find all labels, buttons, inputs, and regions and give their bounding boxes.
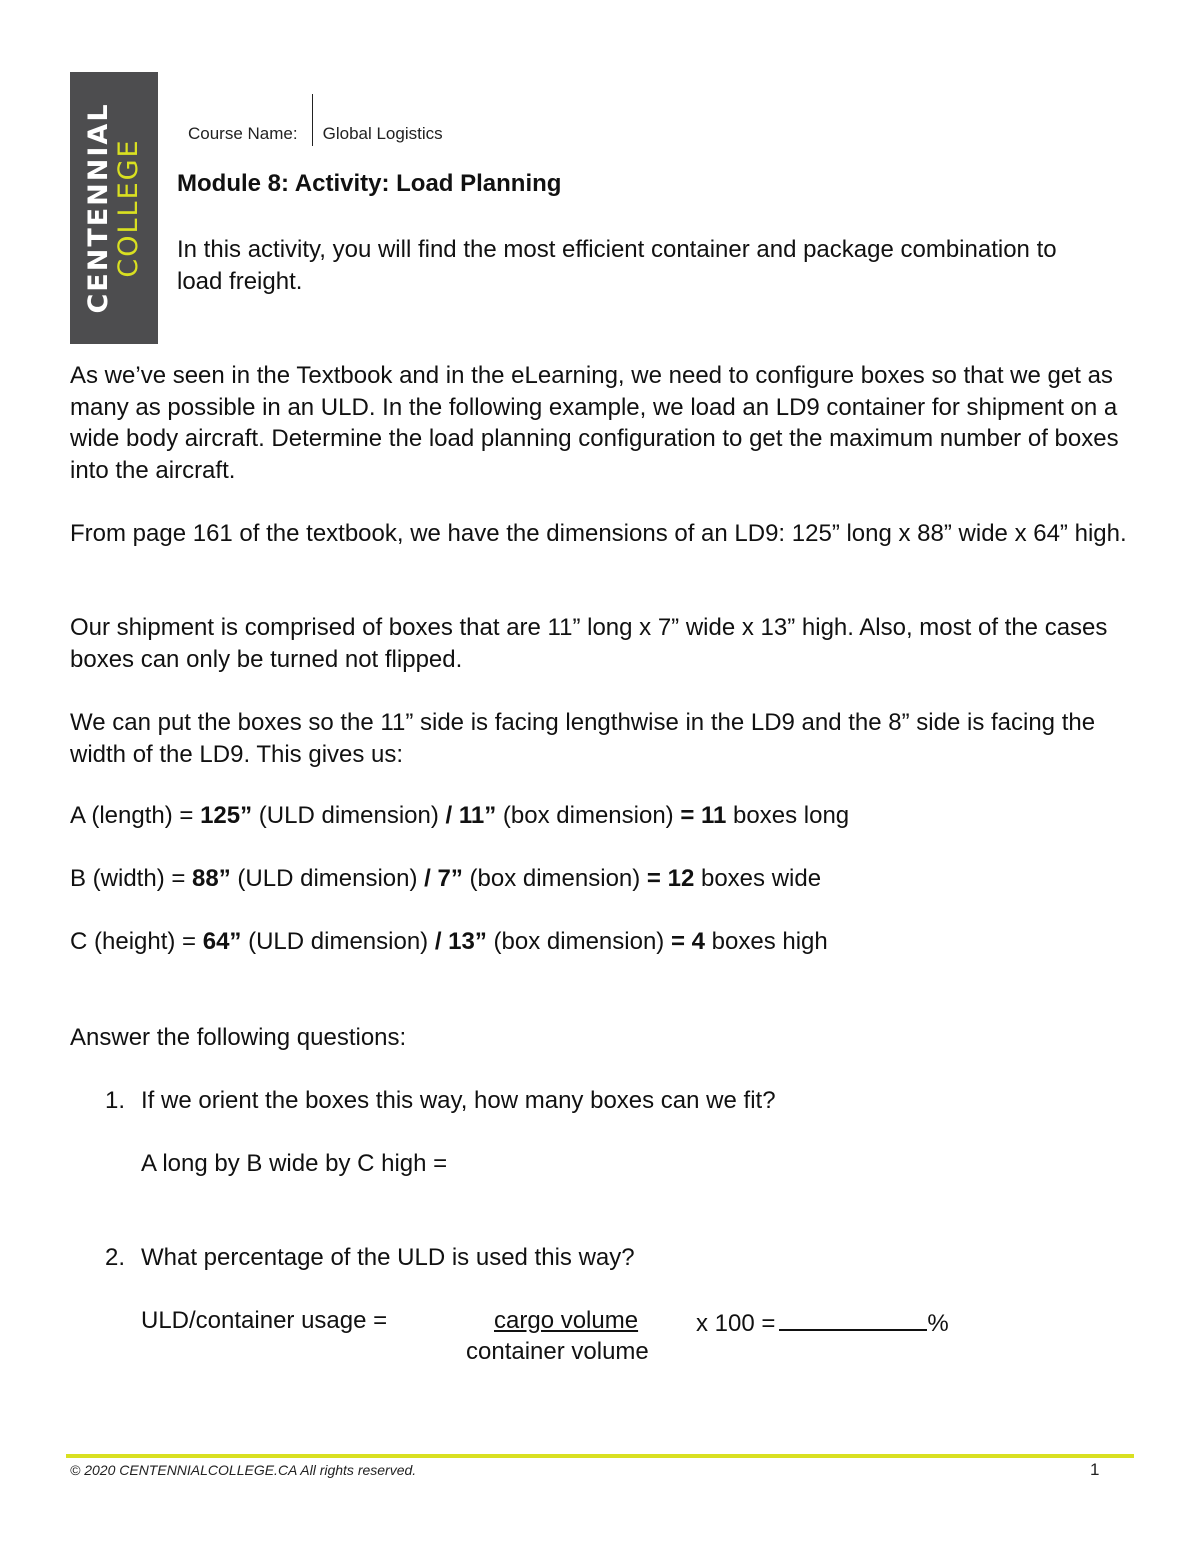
- logo-wordmark: [84, 88, 144, 328]
- equation-length: [70, 802, 849, 830]
- answer-blank[interactable]: [779, 1307, 927, 1331]
- college-logo: [70, 72, 158, 344]
- page-number: 1: [1090, 1460, 1100, 1479]
- uld-value: 88”: [192, 865, 231, 892]
- equation-label: B (width) =: [70, 865, 193, 892]
- module-title: Module 8: Activity: Load Planning: [177, 170, 562, 197]
- equation-unit: boxes long: [726, 802, 850, 829]
- uld-dimension-text: (ULD dimension): [241, 928, 435, 955]
- multiplier-text: x 100 =: [696, 1310, 776, 1337]
- equation-result: = 12: [646, 865, 695, 892]
- equation-result: = 4: [670, 928, 705, 955]
- percent-sign: %: [927, 1310, 949, 1337]
- box-dimension-text: (box dimension): [462, 865, 647, 892]
- usage-formula-label: ULD/container usage =: [141, 1307, 388, 1334]
- equation-unit: boxes wide: [694, 865, 822, 892]
- paragraph-box-dimensions: Our shipment is comprised of boxes that are 11” long x 7” wide x 13” high. Also, most of the cases boxes can only be turned not flipped.: [70, 614, 1108, 673]
- course-name-label: Course Name:: [188, 124, 298, 143]
- equation-label: A (length) =: [70, 802, 201, 829]
- fraction-numerator: cargo volume: [494, 1307, 639, 1334]
- fraction-denominator: container volume: [466, 1338, 649, 1365]
- paragraph-ld9-dimensions: From page 161 of the textbook, we have the dimensions of an LD9: 125” long x 88” wide x 64” high.: [70, 520, 1127, 547]
- uld-value: 125”: [200, 802, 253, 829]
- equation-result: = 11: [680, 802, 727, 829]
- logo-line-centennial: CENTENNIAL: [83, 102, 114, 314]
- course-header: [188, 94, 443, 146]
- uld-value: 64”: [202, 928, 242, 955]
- question-text: What percentage of the ULD is used this way?: [141, 1244, 635, 1271]
- box-value: / 11”: [445, 802, 497, 829]
- question-1-formula: A long by B wide by C high =: [141, 1150, 448, 1177]
- course-divider: [312, 94, 313, 146]
- intro-paragraph: In this activity, you will find the most efficient container and package combination to load freight.: [177, 236, 1057, 295]
- footer-rule: [66, 1454, 1134, 1458]
- question-2: [105, 1244, 635, 1272]
- box-value: / 13”: [434, 928, 487, 955]
- paragraph-uld-configuration: As we’ve seen in the Textbook and in the eLearning, we need to configure boxes so that we get as many as possible in an ULD. In the following example, we load an LD9 container for shipment on a wide body aircraft. Determine the load planning configuration to get the maximum number of boxes into the aircraft.: [70, 362, 1119, 484]
- answer-heading: Answer the following questions:: [70, 1024, 407, 1051]
- usage-formula-multiplier: [696, 1307, 949, 1338]
- box-dimension-text: (box dimension): [496, 802, 681, 829]
- equation-height: [70, 928, 828, 956]
- box-dimension-text: (box dimension): [486, 928, 671, 955]
- paragraph-orientation: We can put the boxes so the 11” side is facing lengthwise in the LD9 and the 8” side is facing the width of the LD9. This gives us:: [70, 709, 1096, 768]
- equation-label: C (height) =: [70, 928, 203, 955]
- question-number: 1.: [105, 1087, 126, 1114]
- footer-copyright: © 2020 CENTENNIALCOLLEGE.CA All rights reserved.: [70, 1462, 417, 1478]
- course-name-value: Global Logistics: [322, 124, 443, 143]
- logo-line-college: COLLEGE: [113, 138, 144, 278]
- box-value: / 7”: [424, 865, 463, 892]
- uld-dimension-text: (ULD dimension): [252, 802, 446, 829]
- uld-dimension-text: (ULD dimension): [230, 865, 425, 892]
- equation-width: [70, 865, 821, 893]
- question-text: If we orient the boxes this way, how many boxes can we fit?: [141, 1087, 776, 1114]
- question-number: 2.: [105, 1244, 126, 1271]
- question-1: [105, 1087, 776, 1115]
- equation-unit: boxes high: [704, 928, 828, 955]
